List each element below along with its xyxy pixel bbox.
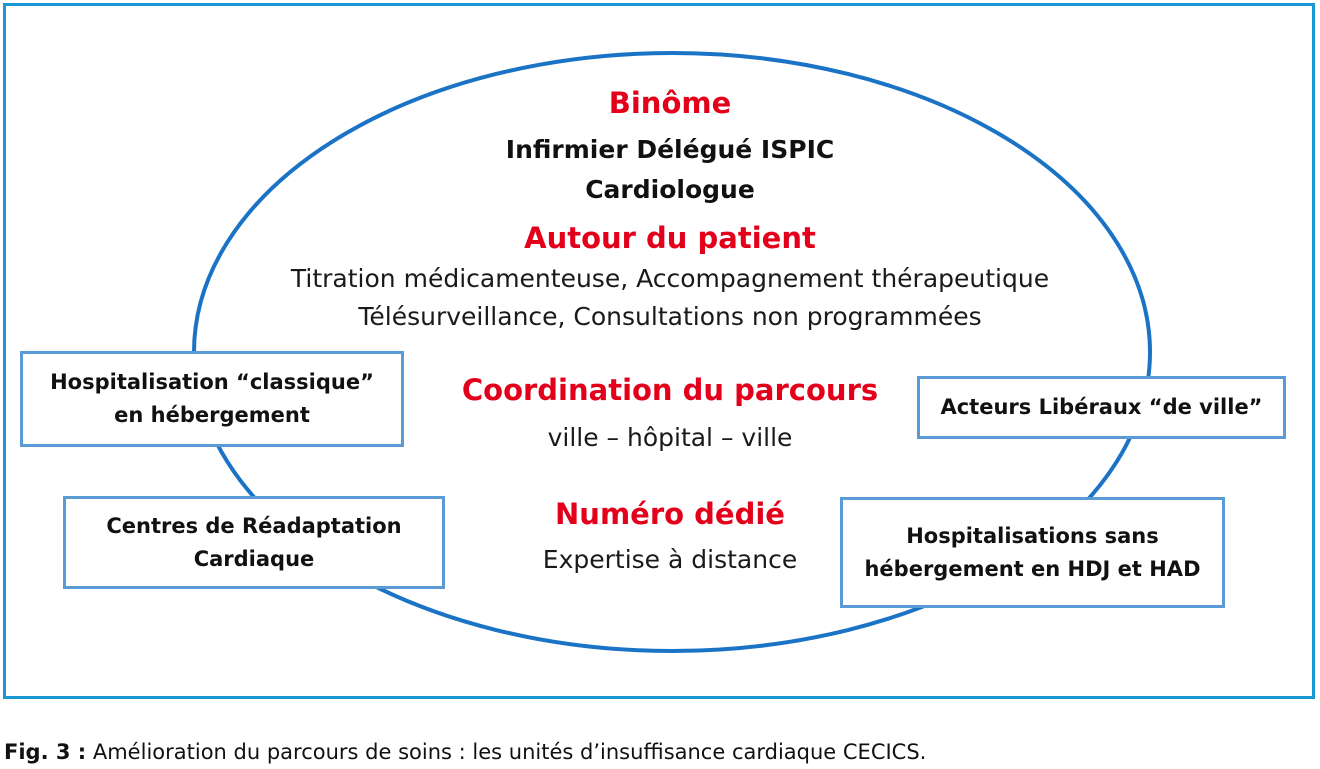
binome-heading: Binôme bbox=[608, 86, 732, 120]
numero-heading: Numéro dédié bbox=[555, 497, 785, 531]
binome-nurse-label: Infirmier Délégué ISPIC bbox=[505, 135, 835, 164]
patient-heading: Autour du patient bbox=[524, 221, 816, 255]
hospitalisation-classique-box bbox=[20, 351, 404, 447]
hospitalisations-sans-box bbox=[840, 497, 1225, 608]
hospitalisation-classique-label: Hospitalisation “classique” en hébergement bbox=[50, 370, 374, 427]
caption-text: Amélioration du parcours de soins : les unités d’insuffisance cardiaque CECICS. bbox=[86, 740, 927, 764]
acteurs-liberaux-box bbox=[917, 376, 1286, 439]
patient-services-line2: Télésurveillance, Consultations non programmées bbox=[358, 302, 982, 331]
hospitalisations-sans-label: Hospitalisations sans hébergement en HDJ et HAD bbox=[864, 523, 1201, 581]
centres-readaptation-label: Centres de Réadaptation Cardiaque bbox=[106, 513, 402, 571]
coordination-heading: Coordination du parcours bbox=[461, 373, 879, 407]
patient-services-line1: Titration médicamenteuse, Accompagnement thérapeutique bbox=[290, 264, 1050, 293]
centres-readaptation-box bbox=[63, 496, 445, 589]
coordination-text: ville – hôpital – ville bbox=[547, 423, 793, 452]
caption-label: Fig. 3 : bbox=[4, 740, 87, 764]
binome-cardiologist-label: Cardiologue bbox=[585, 175, 755, 204]
acteurs-liberaux-label: Acteurs Libéraux “de ville” bbox=[940, 395, 1263, 419]
numero-text: Expertise à distance bbox=[542, 545, 798, 574]
figure-caption bbox=[4, 740, 926, 764]
